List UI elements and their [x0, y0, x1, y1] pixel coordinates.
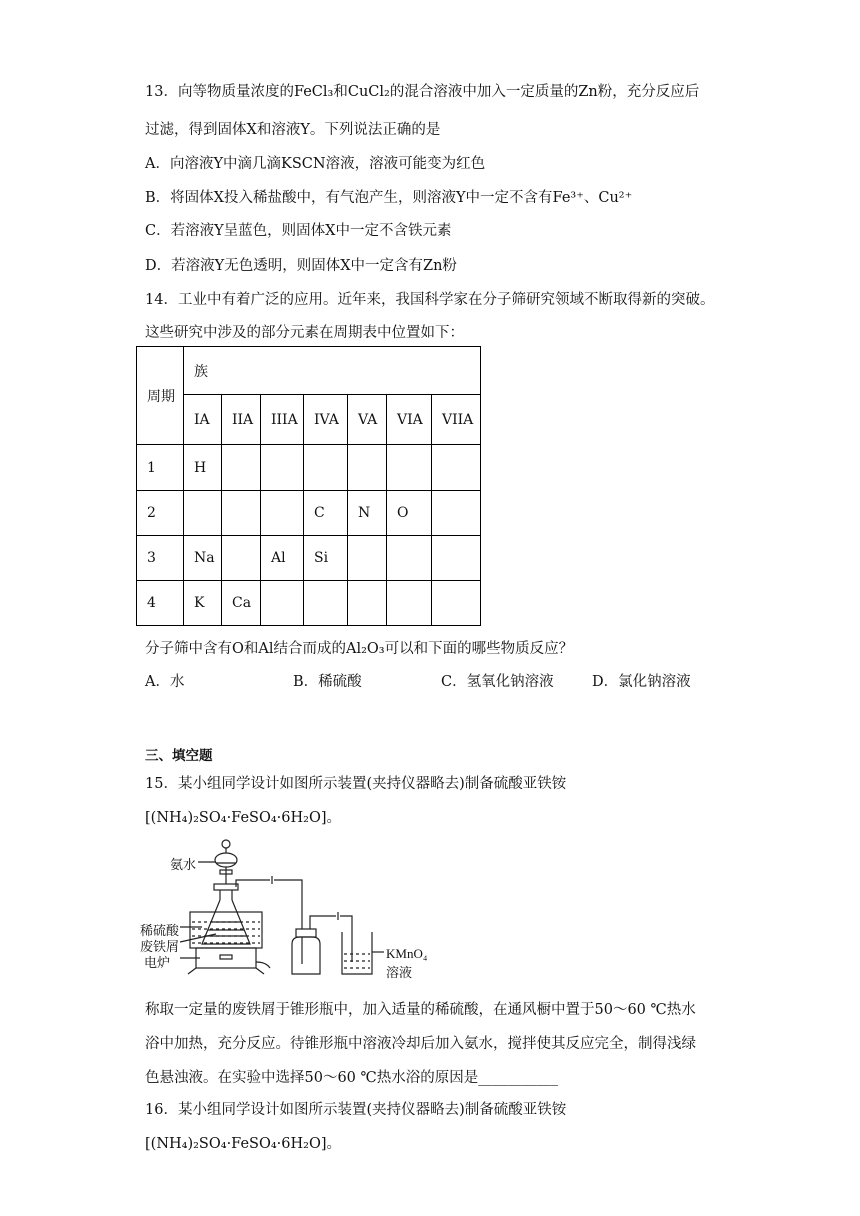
apparatus-figure: [140, 834, 440, 980]
element-cell: [304, 581, 348, 626]
table-row: [137, 491, 481, 536]
element-cell: [432, 581, 481, 626]
q15-text-line2: 浴中加热，充分反应。待锥形瓶中溶液冷却后加入氨水，搅拌使其反应完全，制得浅绿: [145, 1036, 696, 1052]
element-cell: [348, 581, 387, 626]
element-cell: [348, 536, 387, 581]
element-cell: O: [387, 491, 432, 536]
table-row: [137, 536, 481, 581]
element-cell: [261, 445, 304, 491]
q13-option-d: D．若溶液Y无色透明，则固体X中一定含有Zn粉: [145, 258, 457, 274]
label-scrap-iron: 废铁屑: [140, 939, 180, 954]
q14-option-d: D．氯化钠溶液: [592, 674, 691, 690]
q15-text-line3: 色悬浊液。在实验中选择50～60 ℃热水浴的原因是___________: [145, 1070, 558, 1086]
q14-stem-line2: 这些研究中涉及的部分元素在周期表中位置如下：: [145, 325, 464, 341]
element-cell: K: [184, 581, 222, 626]
section-title: 三、填空题: [145, 748, 213, 764]
label-electric-stove: 电炉: [144, 955, 171, 970]
element-cell: [387, 581, 432, 626]
element-cell: H: [184, 445, 222, 491]
element-cell: [304, 445, 348, 491]
element-cell: C: [304, 491, 348, 536]
label-dilute-acid: 稀硫酸: [140, 923, 180, 938]
q13-option-c: C．若溶液Y呈蓝色，则固体X中一定不含铁元素: [145, 223, 452, 239]
q16-stem-line2: [(NH₄)₂SO₄·FeSO₄·6H₂O]。: [145, 1136, 341, 1152]
element-cell: [222, 445, 261, 491]
q14-stem-line1: 14．工业中有着广泛的应用。近年来，我国科学家在分子筛研究领域不断取得新的突破。: [145, 292, 715, 308]
element-cell: [261, 491, 304, 536]
q14-options: [145, 670, 725, 690]
element-cell: [387, 536, 432, 581]
group-cell: IVA: [304, 395, 348, 445]
q13-stem-line2: 过滤，得到固体X和溶液Y。下列说法正确的是: [145, 122, 441, 138]
period-cell: 1: [137, 445, 184, 491]
element-cell: [432, 445, 481, 491]
q13-stem-line1: 13．向等物质量浓度的FeCl₃和CuCl₂的混合溶液中加入一定质量的Zn粉，充分反应后: [145, 84, 700, 100]
q15-text-line1: 称取一定量的废铁屑于锥形瓶中，加入适量的稀硫酸，在通风橱中置于50～60 ℃热水: [145, 1002, 696, 1018]
label-ammonia: 氨水: [170, 857, 197, 872]
element-cell: [222, 536, 261, 581]
table-row: [137, 445, 481, 491]
group-cell: IA: [184, 395, 222, 445]
group-cell: VA: [348, 395, 387, 445]
label-solution: 溶液: [386, 965, 413, 980]
element-cell: Ca: [222, 581, 261, 626]
element-cell: [432, 536, 481, 581]
element-cell: [432, 491, 481, 536]
q14-question: 分子筛中含有O和Al结合而成的Al₂O₃可以和下面的哪些物质反应？: [145, 641, 574, 657]
period-header: 周期: [137, 347, 184, 445]
element-cell: N: [348, 491, 387, 536]
element-cell: [222, 491, 261, 536]
q13-option-b: B．将固体X投入稀盐酸中，有气泡产生，则溶液Y中一定不含有Fe³⁺、Cu²⁺: [145, 190, 633, 206]
group-cell: VIA: [387, 395, 432, 445]
q13-option-a: A．向溶液Y中滴几滴KSCN溶液，溶液可能变为红色: [145, 156, 486, 172]
element-cell: [184, 491, 222, 536]
period-cell: 3: [137, 536, 184, 581]
element-cell: [348, 445, 387, 491]
group-cell: IIIA: [261, 395, 304, 445]
table-row: [137, 581, 481, 626]
periodic-table: [136, 346, 481, 626]
q16-stem-line1: 16．某小组同学设计如图所示装置(夹持仪器略去)制备硫酸亚铁铵: [145, 1102, 567, 1118]
group-header: 族: [184, 347, 481, 395]
group-cell: IIA: [222, 395, 261, 445]
q14-option-c: C．氢氧化钠溶液: [441, 674, 554, 690]
period-cell: 2: [137, 491, 184, 536]
element-cell: Na: [184, 536, 222, 581]
element-cell: [261, 581, 304, 626]
group-cell: VIIA: [432, 395, 481, 445]
element-cell: Al: [261, 536, 304, 581]
q15-stem-line1: 15．某小组同学设计如图所示装置(夹持仪器略去)制备硫酸亚铁铵: [145, 776, 567, 792]
q14-option-a: A．水: [145, 674, 185, 690]
element-cell: Si: [304, 536, 348, 581]
label-kmno4: KMnO₄: [386, 946, 428, 961]
q14-option-b: B．稀硫酸: [293, 674, 362, 690]
element-cell: [387, 445, 432, 491]
period-cell: 4: [137, 581, 184, 626]
q15-stem-line2: [(NH₄)₂SO₄·FeSO₄·6H₂O]。: [145, 810, 341, 826]
